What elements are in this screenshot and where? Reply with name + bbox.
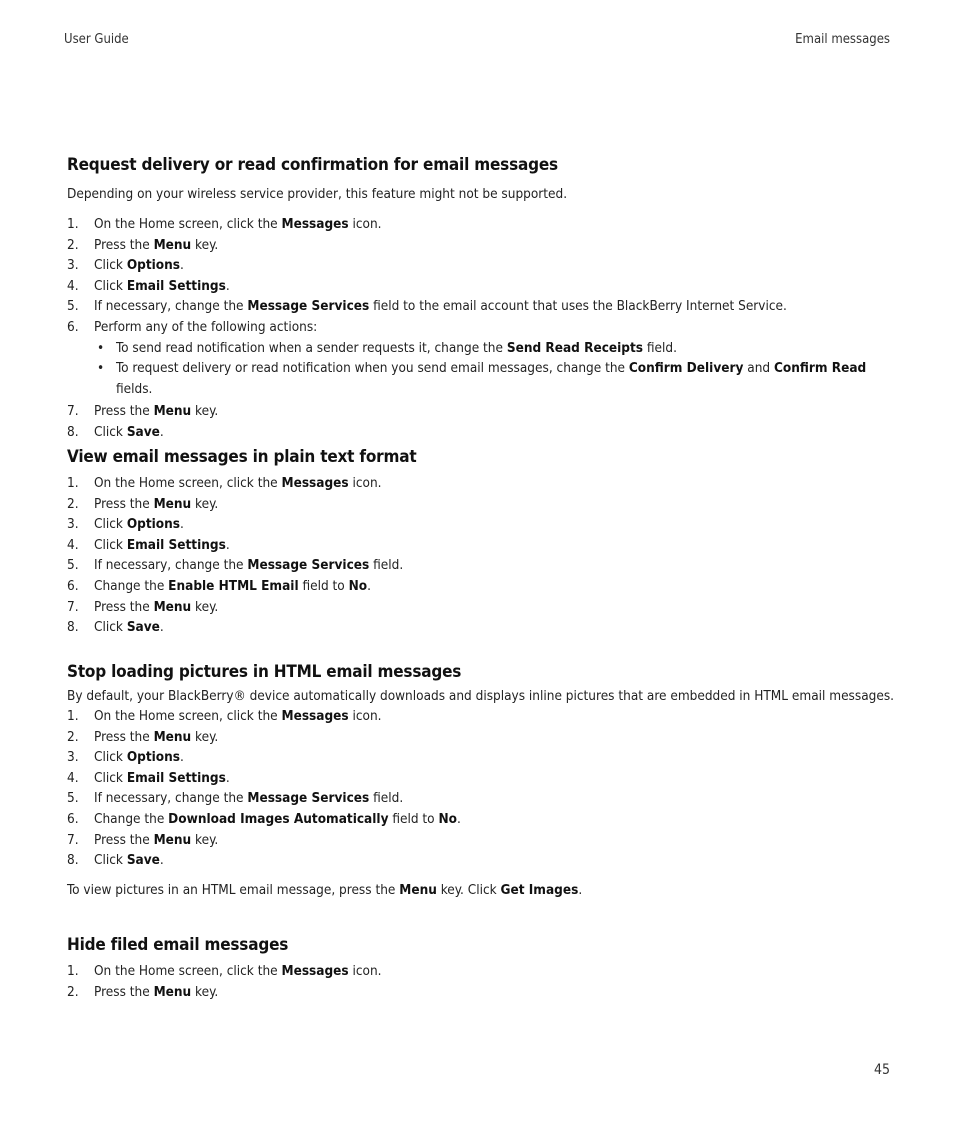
step: 4. Click Email Settings. — [67, 769, 230, 786]
step: 1. On the Home screen, click the Messages icon. — [67, 963, 382, 979]
step: 1. On the Home screen, click the Messages icon. — [67, 216, 382, 232]
header-chapter-title: Email messages — [795, 32, 890, 47]
step: 2. Press the Menu key. — [67, 236, 219, 253]
step: 2. Press the Menu key. — [67, 728, 219, 745]
step: 2. Press the Menu key. — [67, 495, 219, 512]
step: 5. If necessary, change the Message Services field. — [67, 790, 404, 807]
section-title: View email messages in plain text format — [67, 447, 417, 467]
step: 7. Press the Menu key. — [67, 403, 219, 420]
section-title: Hide filed email messages — [67, 935, 289, 955]
step: 8. Click Save. — [67, 619, 164, 636]
sub-action: • To request delivery or read notification when you send email messages, change the Confirm Delivery and Confirm Read fields. — [97, 360, 867, 397]
step: 3. Click Options. — [67, 257, 184, 274]
section-note: To view pictures in an HTML email message, press the Menu key. Click Get Images. — [67, 881, 583, 898]
header-guide-title: User Guide — [64, 32, 129, 47]
section-plain-text — [67, 446, 897, 638]
steps-list — [67, 473, 897, 638]
step: 3. Click Options. — [67, 516, 184, 533]
sub-actions-list — [94, 338, 897, 400]
section-title: Request delivery or read confirmation for email messages — [67, 155, 558, 175]
step: 7. Press the Menu key. — [67, 831, 219, 848]
step: 1. On the Home screen, click the Messages icon. — [67, 475, 382, 491]
step: 5. If necessary, change the Message Services field to the email account that uses the BlackBerry Internet Service. — [67, 298, 787, 315]
step: 6. Change the Enable HTML Email field to No. — [67, 577, 371, 594]
section-intro: Depending on your wireless service provider, this feature might not be supported. — [67, 186, 568, 202]
step: 8. Click Save. — [67, 852, 164, 869]
section-hide-filed — [67, 934, 897, 1002]
step: 8. Click Save. — [67, 423, 164, 440]
step: 7. Press the Menu key. — [67, 598, 219, 615]
section-stop-pictures — [67, 661, 897, 900]
section-request-confirmation — [67, 154, 897, 443]
step: 2. Press the Menu key. — [67, 983, 219, 1000]
steps-list — [67, 214, 897, 443]
section-intro: By default, your BlackBerry® device automatically downloads and displays inline pictures that are embedded in HTML email messages. — [67, 688, 895, 704]
step: 5. If necessary, change the Message Services field. — [67, 557, 404, 574]
step: 6. Perform any of the following actions: • To send read notification when a sender requests it, change the Send Read Receipts field. • To request delivery or read notification when you send email messages, change the Confirm Delivery and Confirm Read fields. — [67, 317, 897, 399]
page-number: 45 — [873, 1062, 890, 1078]
section-title: Stop loading pictures in HTML email messages — [67, 662, 462, 682]
step: 1. On the Home screen, click the Messages icon. — [67, 708, 382, 724]
step: 4. Click Email Settings. — [67, 277, 230, 294]
step: 6. Change the Download Images Automatically field to No. — [67, 810, 461, 827]
steps-list — [67, 706, 897, 871]
step: 4. Click Email Settings. — [67, 536, 230, 553]
step: 3. Click Options. — [67, 749, 184, 766]
steps-list — [67, 961, 897, 1002]
sub-action: • To send read notification when a sender requests it, change the Send Read Receipts field. — [97, 339, 677, 356]
